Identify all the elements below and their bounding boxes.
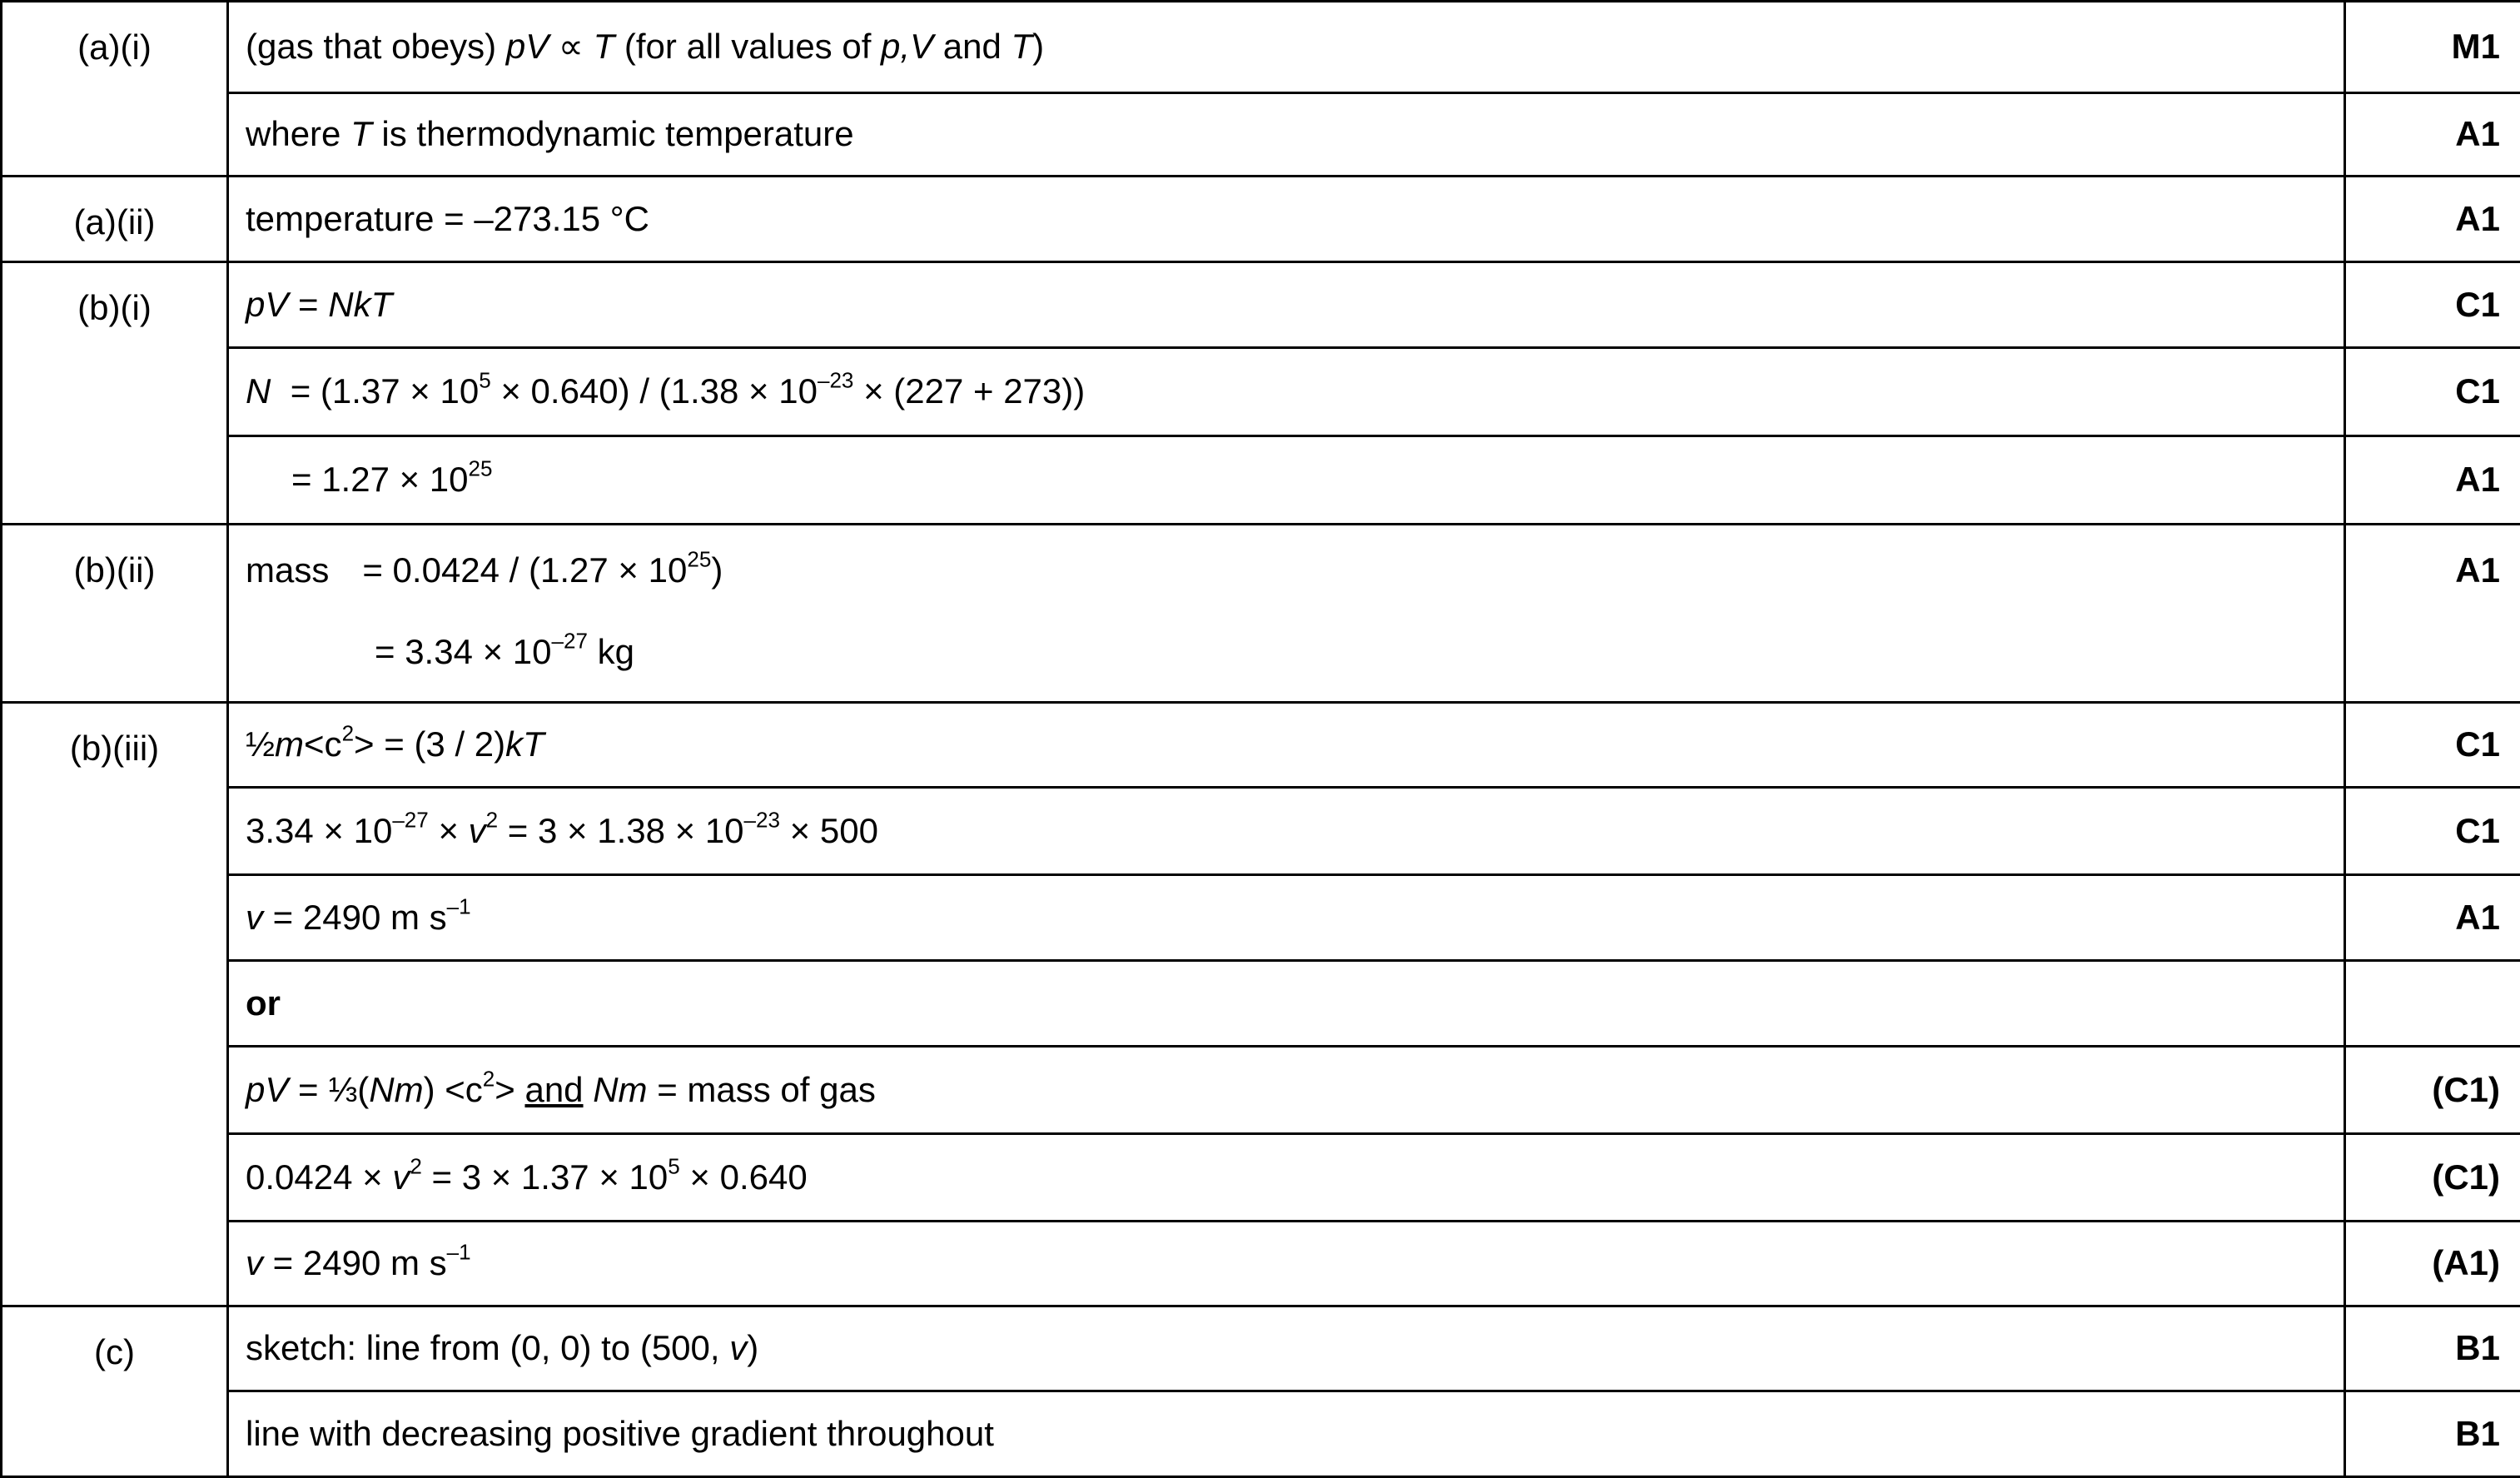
table-row — [2, 703, 2520, 788]
question-label-c: (c) — [2, 1306, 228, 1477]
table-row — [2, 788, 2520, 875]
table-row — [2, 1391, 2520, 1477]
answer-b-i-1: pV = NkT — [228, 262, 2345, 348]
table-row — [2, 525, 2520, 703]
mark-b-iii-2: C1 — [2345, 788, 2520, 875]
table-row — [2, 961, 2520, 1047]
mark-b-iii-6: (A1) — [2345, 1222, 2520, 1306]
table-row — [2, 2, 2520, 93]
mark-b-iii-5: (C1) — [2345, 1134, 2520, 1222]
mark-b-i-1: C1 — [2345, 262, 2520, 348]
mark-b-iii-or — [2345, 961, 2520, 1047]
table-row — [2, 93, 2520, 177]
answer-b-iii-4: pV = ⅓(Nm) $<c^2>$ and Nm = mass of gas — [228, 1047, 2345, 1134]
answer-a-i-2: where T is thermodynamic temperature — [228, 93, 2345, 177]
mark-a-ii-1: A1 — [2345, 177, 2520, 262]
answer-c-2: line with decreasing positive gradient throughout — [228, 1391, 2345, 1477]
mark-c-2: B1 — [2345, 1391, 2520, 1477]
answer-b-iii-3: v = 2490 m $s^{-1}$ — [228, 875, 2345, 961]
mark-b-i-3: A1 — [2345, 436, 2520, 525]
table-row — [2, 875, 2520, 961]
table-row — [2, 436, 2520, 525]
question-label-b-ii: (b)(ii) — [2, 525, 228, 703]
table-row — [2, 348, 2520, 436]
mark-b-i-2: C1 — [2345, 348, 2520, 436]
mark-b-iii-3: A1 — [2345, 875, 2520, 961]
table-row — [2, 1306, 2520, 1391]
question-label-b-i: (b)(i) — [2, 262, 228, 525]
table-row — [2, 177, 2520, 262]
mark-b-iii-4: (C1) — [2345, 1047, 2520, 1134]
question-label-a-i: (a)(i) — [2, 2, 228, 177]
question-label-a-ii: (a)(ii) — [2, 177, 228, 262]
answer-b-i-2: $N = (1.37 \times 10^5 \times 0.640) / (1.38 \times 10^{-23} \times (227 + 273))$ — [228, 348, 2345, 436]
answer-b-ii: mass = $0.0424 / (1.27 \times 10^{25})$ = $3.34 \times 10^{-27}$ kg — [228, 525, 2345, 703]
table-row — [2, 1134, 2520, 1222]
answer-b-iii-5: $0.0424 \times v^2 = 3 \times 1.37 \times 10^5 \times 0.640$ — [228, 1134, 2345, 1222]
table-row — [2, 1222, 2520, 1306]
answer-a-i-1: (gas that obeys) pV ∝ T (for all values of p,V and T) — [228, 2, 2345, 93]
answer-b-iii-or: or — [228, 961, 2345, 1047]
answer-b-iii-6: v = 2490 m $s^{-1}$ — [228, 1222, 2345, 1306]
answer-b-i-3: = $1.27 \times 10^{25}$ — [228, 436, 2345, 525]
answer-b-iii-2: $3.34 \times 10^{-27} \times v^2 = 3 \times 1.38 \times 10^{-23} \times 500$ — [228, 788, 2345, 875]
question-label-b-iii: (b)(iii) — [2, 703, 228, 1306]
mark-c-1: B1 — [2345, 1306, 2520, 1391]
answer-c-1: sketch: line from (0, 0) to (500, v) — [228, 1306, 2345, 1391]
mark-b-iii-1: C1 — [2345, 703, 2520, 788]
answer-b-iii-1: $\frac{1}{2}m<c^2> = (3 / 2)kT$ — [228, 703, 2345, 788]
mark-b-ii-1: A1 — [2345, 525, 2520, 703]
mark-a-i-1: M1 — [2345, 2, 2520, 93]
table-row — [2, 1047, 2520, 1134]
table-row — [2, 262, 2520, 348]
answer-a-ii-1: temperature = –273.15 °C — [228, 177, 2345, 262]
mark-a-i-2: A1 — [2345, 93, 2520, 177]
